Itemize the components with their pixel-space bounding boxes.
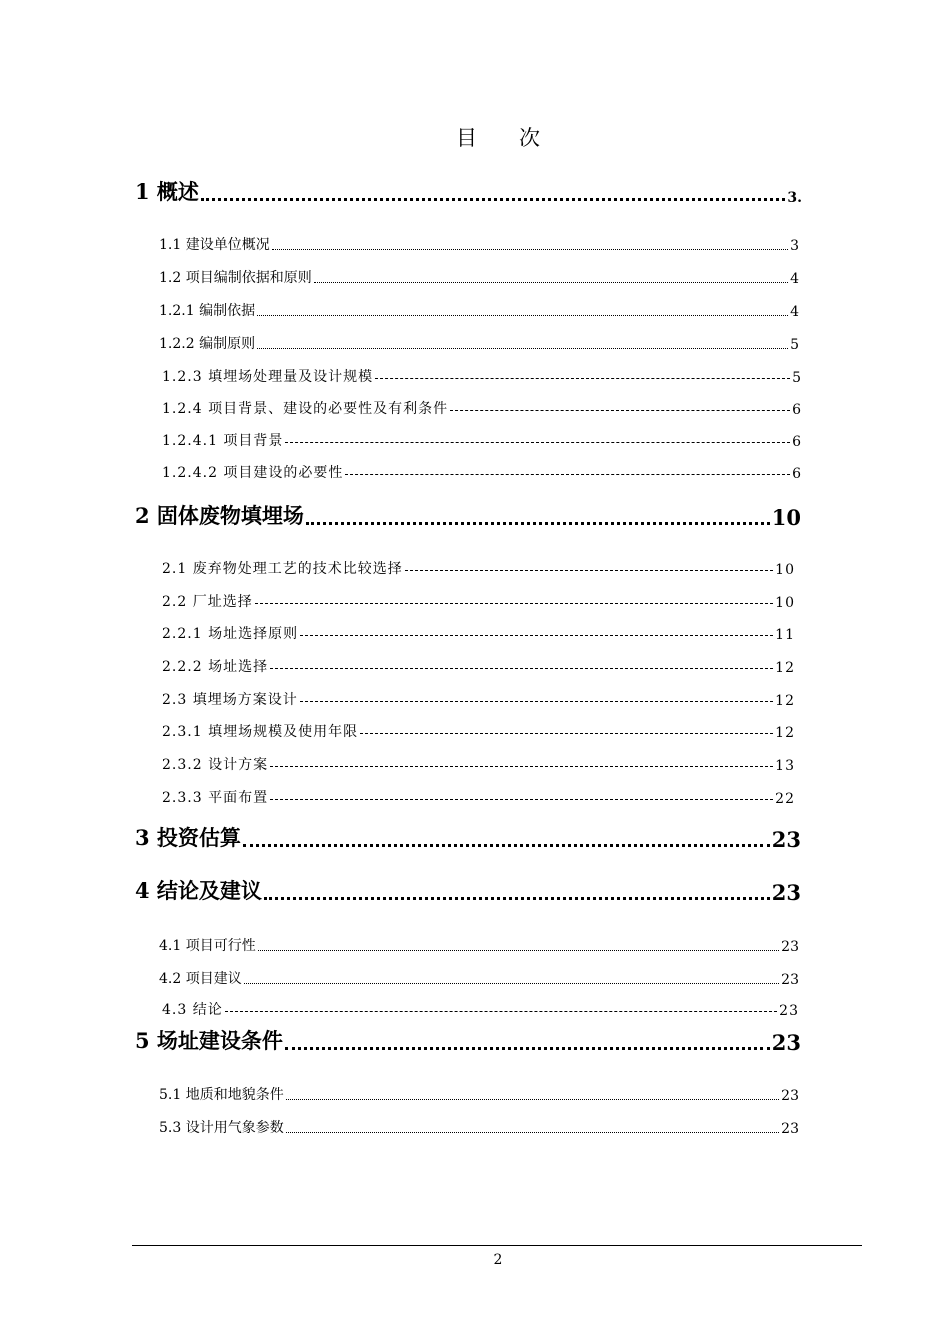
toc-label: 1.2.4 项目背景、建设的必要性及有利条件 xyxy=(162,401,449,417)
toc-label: 1 概述 xyxy=(135,179,199,204)
toc-leader xyxy=(244,983,779,984)
toc-page: 12 xyxy=(775,693,795,709)
toc-page: 23 xyxy=(771,1030,801,1055)
toc-entry[interactable] xyxy=(162,398,802,418)
toc-page: 3 xyxy=(790,238,799,254)
toc-entry[interactable] xyxy=(159,333,799,353)
toc-leader xyxy=(300,635,773,636)
toc-entry[interactable] xyxy=(162,623,795,643)
toc-page: 12 xyxy=(775,660,795,676)
footer-rule xyxy=(132,1245,862,1246)
toc-entry[interactable] xyxy=(162,558,795,578)
toc-leader xyxy=(306,522,770,525)
page-title: 目 次 xyxy=(456,126,540,150)
toc-label: 1.2.4.2 项目建设的必要性 xyxy=(162,465,344,481)
toc-entry[interactable] xyxy=(135,178,802,206)
toc-page: 5 xyxy=(792,370,802,386)
toc-label: 4.2 项目建议 xyxy=(159,971,242,987)
toc-label: 5 场址建设条件 xyxy=(135,1028,283,1053)
toc-page: 10 xyxy=(775,595,795,611)
toc-label: 2.2 厂址选择 xyxy=(162,594,253,610)
toc-page: 22 xyxy=(775,791,795,807)
toc-label: 1.2 项目编制依据和原则 xyxy=(159,270,312,286)
toc-entry[interactable] xyxy=(162,689,795,709)
toc-label: 4.1 项目可行性 xyxy=(159,938,256,954)
toc-label: 2.1 废弃物处理工艺的技术比较选择 xyxy=(162,561,403,577)
toc-label: 1.2.4.1 项目背景 xyxy=(162,433,284,449)
toc-label: 1.2.1 编制依据 xyxy=(159,303,256,319)
toc-label: 1.2.3 填埋场处理量及设计规模 xyxy=(162,369,374,385)
toc-entry[interactable] xyxy=(135,877,801,905)
toc-entry[interactable] xyxy=(159,1084,799,1104)
toc-entry[interactable] xyxy=(162,430,802,450)
toc-page: 23 xyxy=(781,1088,799,1104)
toc-leader xyxy=(243,844,770,847)
toc-leader xyxy=(314,282,788,283)
toc-leader xyxy=(345,474,790,475)
toc-leader xyxy=(258,950,779,951)
toc-page: 23 xyxy=(779,1003,799,1019)
toc-page: 6 xyxy=(792,402,802,418)
toc-leader xyxy=(285,442,790,443)
toc-entry[interactable] xyxy=(162,656,795,676)
toc-page: 23 xyxy=(781,972,799,988)
toc-leader xyxy=(264,897,770,900)
toc-page: 23 xyxy=(771,880,801,905)
toc-entry[interactable] xyxy=(162,754,795,774)
toc-page: 23 xyxy=(781,939,799,955)
toc-entry[interactable] xyxy=(162,999,799,1019)
toc-page: 5 xyxy=(790,337,799,353)
toc-leader xyxy=(375,378,790,379)
toc-label: 5.3 设计用气象参数 xyxy=(159,1120,284,1136)
toc-leader xyxy=(286,1132,779,1133)
toc-page: 23 xyxy=(771,827,801,852)
toc-entry[interactable] xyxy=(162,787,795,807)
page-number: 2 xyxy=(493,1252,503,1268)
toc-leader xyxy=(270,668,773,669)
toc-label: 2.3 填埋场方案设计 xyxy=(162,692,298,708)
toc-leader xyxy=(405,570,773,571)
toc-label: 2.2.1 场址选择原则 xyxy=(162,626,299,642)
toc-leader xyxy=(270,766,773,767)
toc-leader xyxy=(225,1011,777,1012)
toc-page: 12 xyxy=(775,725,795,741)
toc-page: 4 xyxy=(790,304,799,320)
toc-page: 3. xyxy=(787,190,802,206)
toc-page: 6 xyxy=(792,434,802,450)
toc-label: 2 固体废物填埋场 xyxy=(135,503,304,528)
toc-entry[interactable] xyxy=(135,502,801,530)
toc-label: 2.2.2 场址选择 xyxy=(162,659,269,675)
toc-leader xyxy=(360,733,773,734)
toc-label: 2.3.1 填埋场规模及使用年限 xyxy=(162,724,359,740)
toc-page: 13 xyxy=(775,758,795,774)
toc-entry[interactable] xyxy=(159,267,799,287)
toc-entry[interactable] xyxy=(162,591,795,611)
toc-entry[interactable] xyxy=(159,234,799,254)
toc-leader xyxy=(300,701,773,702)
toc-entry[interactable] xyxy=(135,1027,801,1055)
toc-page: 10 xyxy=(775,562,795,578)
toc-entry[interactable] xyxy=(159,968,799,988)
toc-entry[interactable] xyxy=(159,1117,799,1137)
toc-leader xyxy=(201,198,785,201)
toc-label: 2.3.2 设计方案 xyxy=(162,757,269,773)
toc-leader xyxy=(450,410,790,411)
toc-leader xyxy=(272,249,788,250)
toc-entry[interactable] xyxy=(135,824,801,852)
toc-leader xyxy=(285,1047,770,1050)
toc-label: 1.2.2 编制原则 xyxy=(159,336,256,352)
toc-leader xyxy=(257,348,788,349)
toc-leader xyxy=(255,603,773,604)
toc-entry[interactable] xyxy=(162,462,802,482)
toc-entry[interactable] xyxy=(162,366,802,386)
toc-label: 4 结论及建议 xyxy=(135,878,262,903)
toc-leader xyxy=(270,799,773,800)
toc-page: 11 xyxy=(775,627,795,643)
toc-entry[interactable] xyxy=(159,935,799,955)
toc-label: 1.1 建设单位概况 xyxy=(159,237,270,253)
toc-label: 3 投资估算 xyxy=(135,825,241,850)
toc-page: 4 xyxy=(790,271,799,287)
toc-entry[interactable] xyxy=(159,300,799,320)
toc-leader xyxy=(257,315,788,316)
toc-label: 4.3 结论 xyxy=(162,1002,223,1018)
toc-page: 10 xyxy=(771,505,801,530)
toc-page: 23 xyxy=(781,1121,799,1137)
toc-label: 2.3.3 平面布置 xyxy=(162,790,269,806)
toc-label: 5.1 地质和地貌条件 xyxy=(159,1087,284,1103)
toc-entry[interactable] xyxy=(162,721,795,741)
toc-leader xyxy=(286,1099,779,1100)
toc-page: 6 xyxy=(792,466,802,482)
